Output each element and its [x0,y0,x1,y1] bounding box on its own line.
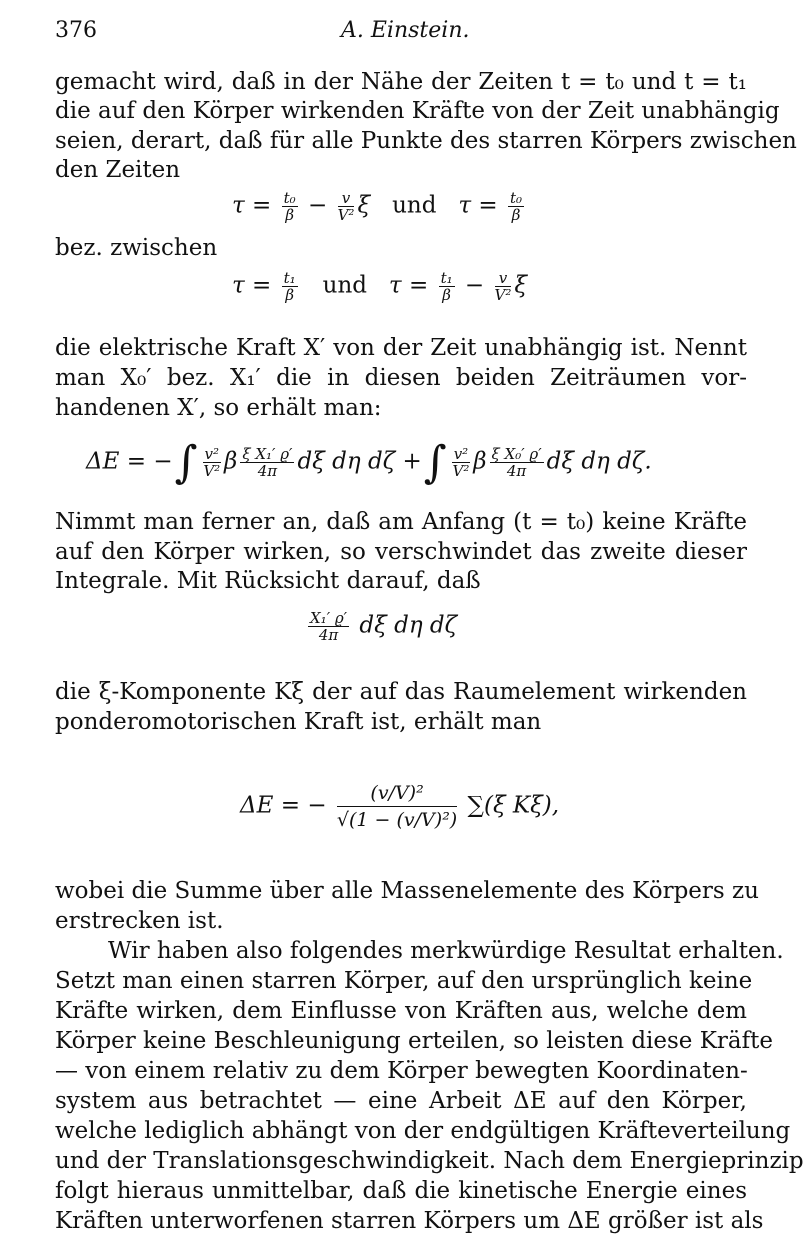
text-line: die auf den Körper wirkenden Kräfte von der Zeit unabhängig [55,98,780,124]
text-line: gemacht wird, daß in der Nähe der Zeiten t = t₀ und t = t₁ [55,69,747,95]
equation-delta-e-integrals: ΔE = −∫ $\frac{\text{v²}}{\text{V²}}$ β $\frac{\text{ξ X₁′ ϱ′}}{4\pi}$ dξ dη dζ +∫ $\frac{\text{v²}}{\text{V²}}$ β $\frac{\text{ξ X₀′ ϱ′}}{4\pi}$ dξ dη dζ. [86,437,652,488]
text-line: ponderomotorischen Kraft ist, erhält man [55,709,542,735]
text-line: — von einem relativ zu dem Körper bewegten Koordinaten- [55,1058,748,1084]
text-line: die elektrische Kraft X′ von der Zeit unabhängig ist. Nennt [55,335,747,361]
text-line: erstrecken ist. [55,908,224,934]
text-line: Körper keine Beschleunigung erteilen, so leisten diese Kräfte [55,1028,773,1054]
text-line: den Zeiten [55,157,181,183]
text-line: wobei die Summe über alle Massenelemente des Körpers zu [55,878,759,904]
equation-delta-e-sum: ΔE = − $\frac{\text{(v/V)²}}{\text{√(1 − (v/V)²)}}$ ∑(ξ Kξ), [240,782,560,831]
text-line: Nimmt man ferner an, daß am Anfang (t = t₀) keine Kräfte [55,509,747,535]
text-line: die ξ-Komponente Kξ der auf das Raumelement wirkenden [55,679,747,705]
page-number: 376 [55,18,97,43]
text-line: Wir haben also folgendes merkwürdige Resultat erhalten. [108,938,784,964]
text-line: Kräfte wirken, dem Einflusse von Kräften aus, welche dem [55,998,747,1024]
text-line: man X₀′ bez. X₁′ die in diesen beiden Zeiträumen vor- [55,365,747,391]
text-line: folgt hieraus unmittelbar, daß die kinetische Energie eines [55,1178,747,1204]
text-line: Kräften unterworfenen starren Körpers um ΔE größer ist als [55,1208,764,1234]
equation-force-element: $\frac{\text{X₁′ ϱ′}}{4\pi}$ dξ dη dζ [310,609,458,644]
text-line: system aus betrachtet — eine Arbeit ΔE auf den Körper, [55,1088,747,1114]
text-line: welche lediglich abhängt von der endgültigen Kräfteverteilung [55,1118,791,1144]
running-title: A. Einstein. [341,18,470,43]
text-line: Integrale. Mit Rücksicht darauf, daß [55,568,481,594]
text-line: bez. zwischen [55,235,218,261]
text-line: seien, derart, daß für alle Punkte des starren Körpers zwischen [55,128,797,154]
text-line: Setzt man einen starren Körper, auf den ursprünglich keine [55,968,753,994]
equation-tau-interval-2: τ = $\frac{\text{t₁}}{\beta}$ und τ = $\frac{\text{t₁}}{\beta}$ − $\frac{v}{\text{V²}}$ ξ [232,269,528,304]
text-line: auf den Körper wirken, so verschwindet das zweite dieser [55,539,747,565]
equation-tau-interval-1: τ = $\frac{\text{t₀}}{\beta}$ − $\frac{v}{\text{V²}}$ ξ und τ = $\frac{\text{t₀}}{\beta}$ [232,189,523,224]
text-line: und der Translationsgeschwindigkeit. Nach dem Energieprinzip [55,1148,804,1174]
text-line: handenen X′, so erhält man: [55,395,382,421]
